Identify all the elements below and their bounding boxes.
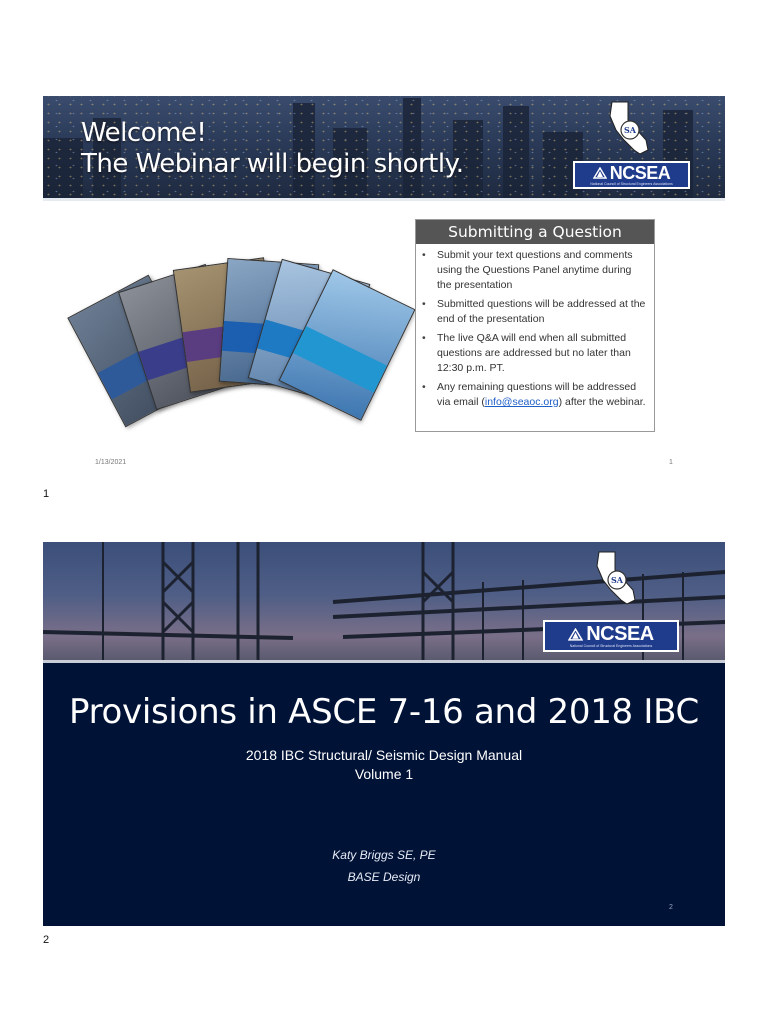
svg-text:SA: SA [624, 125, 636, 135]
banner-title-line2: The Webinar will begin shortly. [81, 149, 464, 179]
svg-text:SA: SA [611, 575, 623, 585]
list-item: • Submitted questions will be addressed at the end of the presentation [422, 297, 646, 327]
presenter-name: Katy Briggs SE, PE [332, 848, 436, 862]
ncsea-mark-icon [568, 628, 583, 641]
page-label: 1 [43, 488, 50, 500]
list-item: • Any remaining questions will be addressed via email (info@seaoc.org) after the webinar. [422, 380, 646, 410]
seaoc-california-logo-icon [606, 100, 652, 156]
question-instructions-list [416, 244, 654, 410]
subtitle-line1: 2018 IBC Structural/ Seismic Design Manual [245, 747, 523, 763]
ncsea-text: NCSEA [609, 163, 671, 183]
presenter-company: BASE Design [347, 870, 421, 884]
ncsea-logo [543, 620, 679, 652]
ncsea-logo [573, 161, 690, 189]
slide-number: 1 [669, 459, 673, 466]
question-panel-heading: Submitting a Question [416, 220, 654, 244]
welcome-banner [43, 96, 725, 198]
banner-title-line1: Welcome! [81, 118, 207, 148]
seaoc-california-logo-icon [593, 550, 639, 606]
submitting-question-panel [415, 219, 655, 432]
ncsea-text: NCSEA [586, 623, 654, 645]
design-manual-covers-image [73, 251, 383, 426]
subtitle-line2: Volume 1 [354, 766, 414, 782]
list-item: • Submit your text questions and comments using the Questions Panel anytime during the presentation [422, 248, 646, 293]
construction-banner [43, 542, 725, 660]
banner-divider [43, 660, 725, 663]
ncsea-mark-icon [593, 167, 607, 179]
banner-underline [43, 198, 725, 201]
ncsea-subtext: National Council of Structural Engineers Associations [569, 644, 653, 648]
email-link[interactable]: info@seaoc.org [484, 396, 559, 408]
page-label: 2 [43, 934, 50, 946]
ncsea-subtext: National Council of Structural Engineers Associations [590, 182, 673, 186]
slide-1 [43, 96, 725, 480]
slide-number: 2 [669, 904, 673, 911]
list-item: • The live Q&A will end when all submitted questions are addressed but no later than 12:30 p.m. PT. [422, 331, 646, 376]
slide-date: 1/13/2021 [95, 459, 127, 466]
banner-title [81, 118, 464, 180]
slide-2 [43, 542, 725, 926]
presentation-title: Provisions in ASCE 7-16 and 2018 IBC [69, 692, 699, 732]
presenter-info [43, 844, 725, 888]
presentation-subtitle [43, 746, 725, 784]
